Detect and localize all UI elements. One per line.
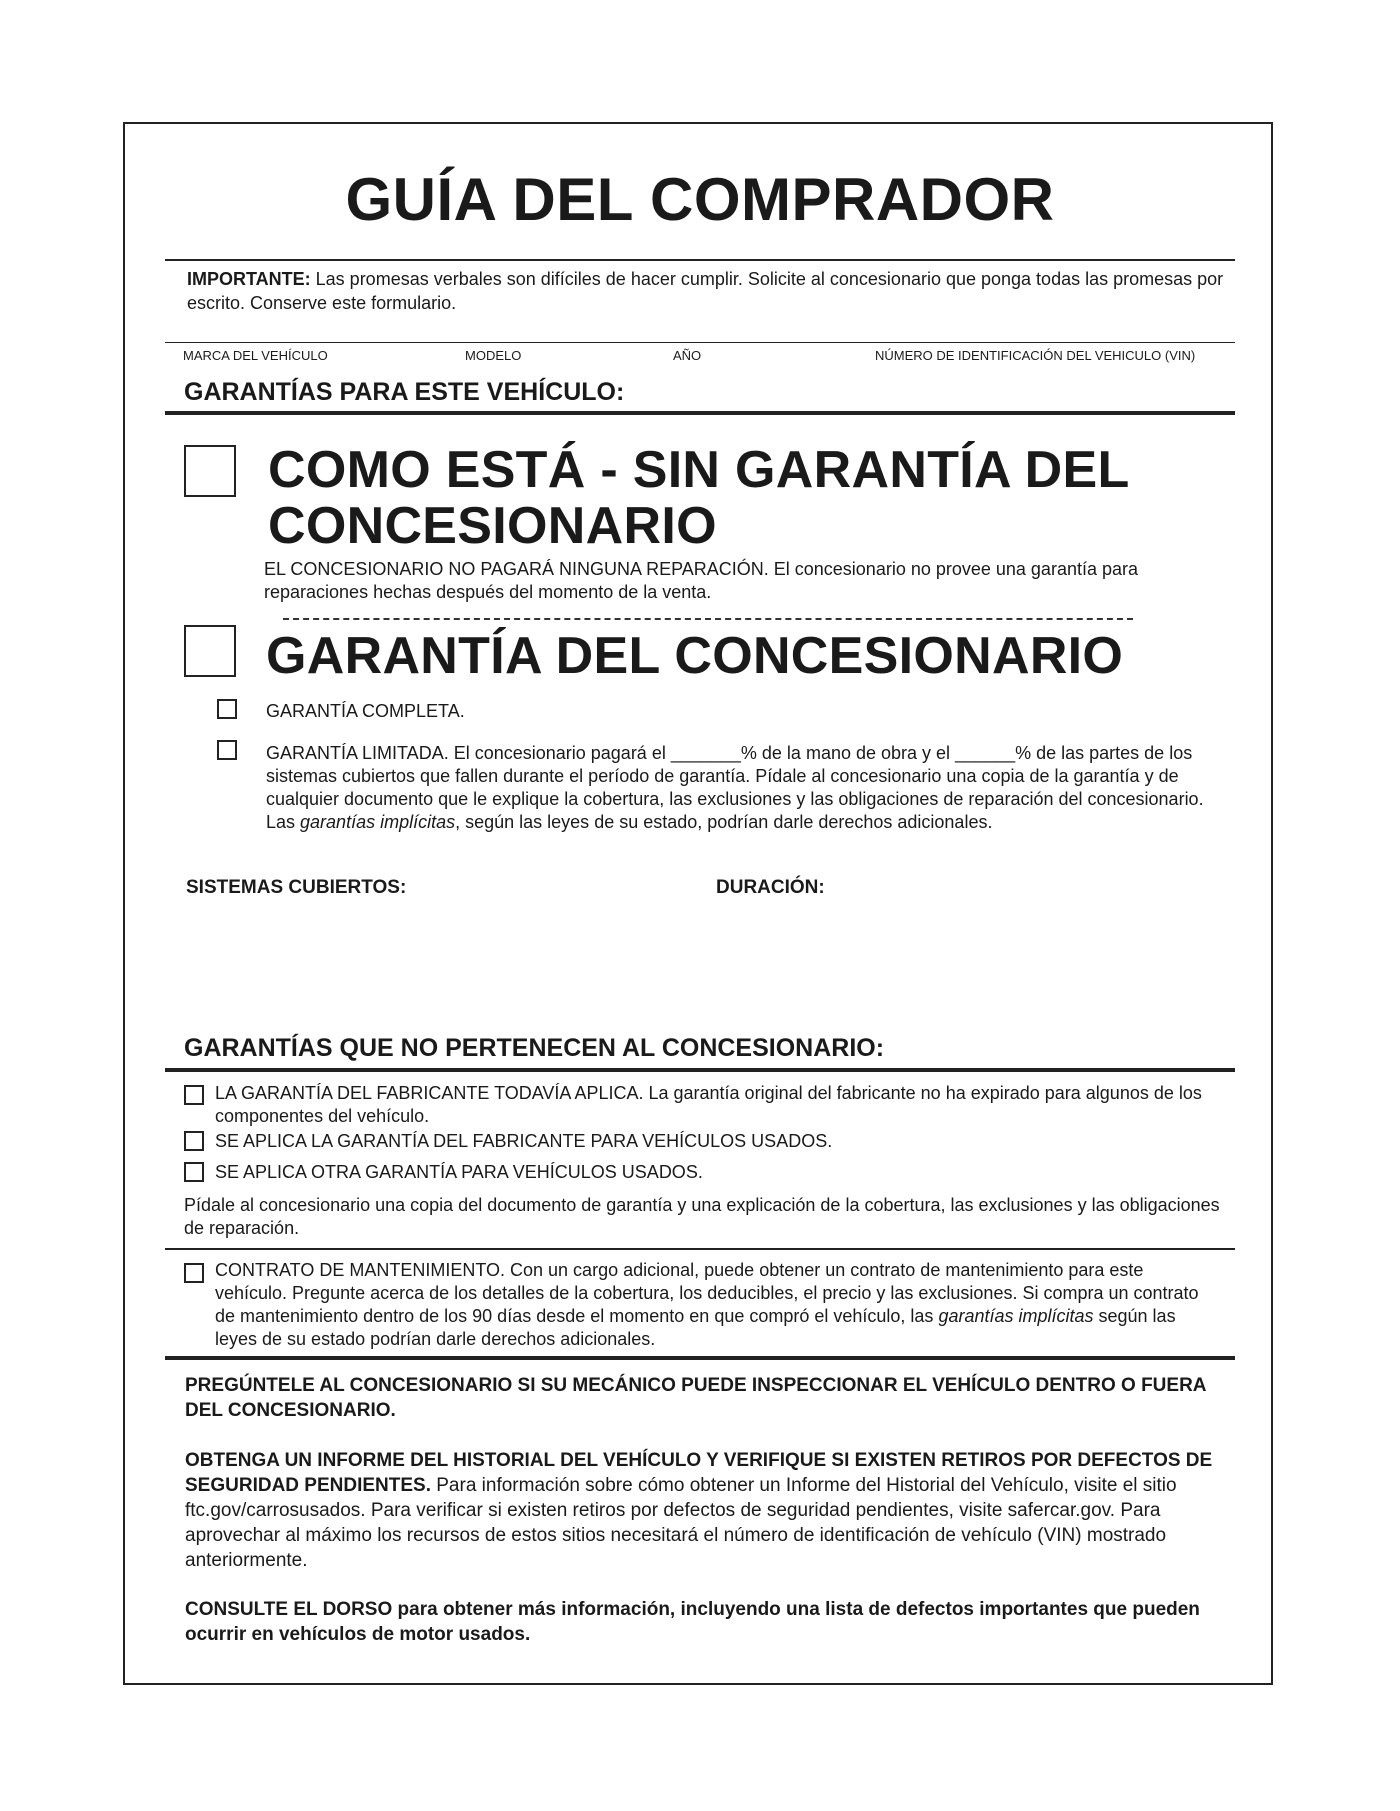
- manufacturer-warranty-checkbox[interactable]: [184, 1085, 204, 1105]
- vehicle-vin-label: NÚMERO DE IDENTIFICACIÓN DEL VEHICULO (VIN): [875, 348, 1196, 363]
- warranties-heading: GARANTÍAS PARA ESTE VEHÍCULO:: [184, 378, 625, 406]
- divider: [165, 411, 1235, 415]
- as-is-heading-line2: CONCESIONARIO: [268, 497, 717, 555]
- vehicle-history-notice: OBTENGA UN INFORME DEL HISTORIAL DEL VEHÍCULO Y VERIFIQUE SI EXISTEN RETIROS POR DEFECTOS DE SEGURIDAD PENDIENTES. Para información sobre cómo obtener un Informe del Historial del Vehículo, visite el sitio ftc.gov/carrosusados. Para verificar si existen retiros por defectos de seguridad pendientes, visite safercar.gov. Para aprovechar al máximo los recursos de estos sitios necesitará el número de identificación de vehículo (VIN) mostrado anteriormente.: [185, 1450, 1213, 1571]
- divider: [165, 1248, 1235, 1250]
- important-text: Las promesas verbales son difíciles de hacer cumplir. Solicite al concesionario que ponga todas las promesas por escrito. Conserve este formulario.: [187, 269, 1224, 313]
- important-notice: [187, 267, 1227, 315]
- as-is-checkbox[interactable]: [184, 445, 236, 497]
- dealer-warranty-heading: GARANTÍA DEL CONCESIONARIO: [266, 627, 1124, 685]
- vehicle-year-label: AÑO: [673, 348, 702, 363]
- important-label: IMPORTANTE:: [187, 269, 311, 289]
- vehicle-model-label: MODELO: [465, 348, 522, 363]
- divider: [165, 259, 1235, 261]
- vehicle-make-label: MARCA DEL VEHÍCULO: [183, 348, 328, 363]
- warranty-copy-note: Pídale al concesionario una copia del documento de garantía y una explicación de la cobertura, las exclusiones y las obligaciones de reparación.: [184, 1195, 1220, 1238]
- manufacturer-used-warranty-checkbox[interactable]: [184, 1131, 204, 1151]
- dealer-warranty-checkbox[interactable]: [184, 625, 236, 677]
- other-used-warranty-text: SE APLICA OTRA GARANTÍA PARA VEHÍCULOS USADOS.: [215, 1162, 703, 1182]
- limited-warranty-checkbox[interactable]: [217, 740, 237, 760]
- duration-label: DURACIÓN:: [716, 877, 825, 898]
- systems-covered-label: SISTEMAS CUBIERTOS:: [186, 877, 407, 898]
- manufacturer-used-warranty-text: SE APLICA LA GARANTÍA DEL FABRICANTE PARA VEHÍCULOS USADOS.: [215, 1131, 833, 1151]
- service-contract-text: CONTRATO DE MANTENIMIENTO. Con un cargo adicional, puede obtener un contrato de mantenimiento para este vehículo. Pregunte acerca de los detalles de la cobertura, los deducibles, el precio y las exclusiones. Si compra un contrato de mantenimiento dentro de los 90 días desde el momento en que compró el vehículo, las garantías implícitas según las leyes de su estado podrían darle derechos adicionales.: [215, 1260, 1199, 1349]
- see-back-notice: CONSULTE EL DORSO para obtener más información, incluyendo una lista de defectos importantes que pueden ocurrir en vehículos de motor usados.: [185, 1599, 1200, 1645]
- inspection-notice: PREGÚNTELE AL CONCESIONARIO SI SU MECÁNICO PUEDE INSPECCIONAR EL VEHÍCULO DENTRO O FUERA DEL CONCESIONARIO.: [185, 1375, 1206, 1421]
- full-warranty-checkbox[interactable]: [217, 699, 237, 719]
- limited-warranty-text: GARANTÍA LIMITADA. El concesionario pagará el _______% de la mano de obra y el ______% de las partes de los sistemas cubiertos que fallen durante el período de garantía. Pídale al concesionario una copia de la garantía y de cualquier documento que le explique la cobertura, las exclusiones y las obligaciones de reparación del concesionario. Las garantías implícitas, según las leyes de su estado, podrían darle derechos adicionales.: [266, 743, 1204, 832]
- divider: [165, 1356, 1235, 1360]
- other-used-warranty-checkbox[interactable]: [184, 1162, 204, 1182]
- as-is-description: EL CONCESIONARIO NO PAGARÁ NINGUNA REPARACIÓN. El concesionario no provee una garantía para reparaciones hechas después del momento de la venta.: [264, 559, 1139, 602]
- full-warranty-label: GARANTÍA COMPLETA.: [266, 701, 465, 721]
- non-dealer-heading: GARANTÍAS QUE NO PERTENECEN AL CONCESIONARIO:: [184, 1034, 885, 1062]
- manufacturer-warranty-text: LA GARANTÍA DEL FABRICANTE TODAVÍA APLICA. La garantía original del fabricante no ha expirado para algunos de los componentes del vehículo.: [215, 1083, 1202, 1126]
- dashed-separator: [283, 618, 1133, 620]
- as-is-heading-line1: COMO ESTÁ - SIN GARANTÍA DEL: [268, 441, 1130, 499]
- service-contract-checkbox[interactable]: [184, 1263, 204, 1283]
- vehicle-fields-line: [165, 342, 1235, 343]
- page-title: GUÍA DEL COMPRADOR: [345, 166, 1055, 233]
- divider: [165, 1068, 1235, 1072]
